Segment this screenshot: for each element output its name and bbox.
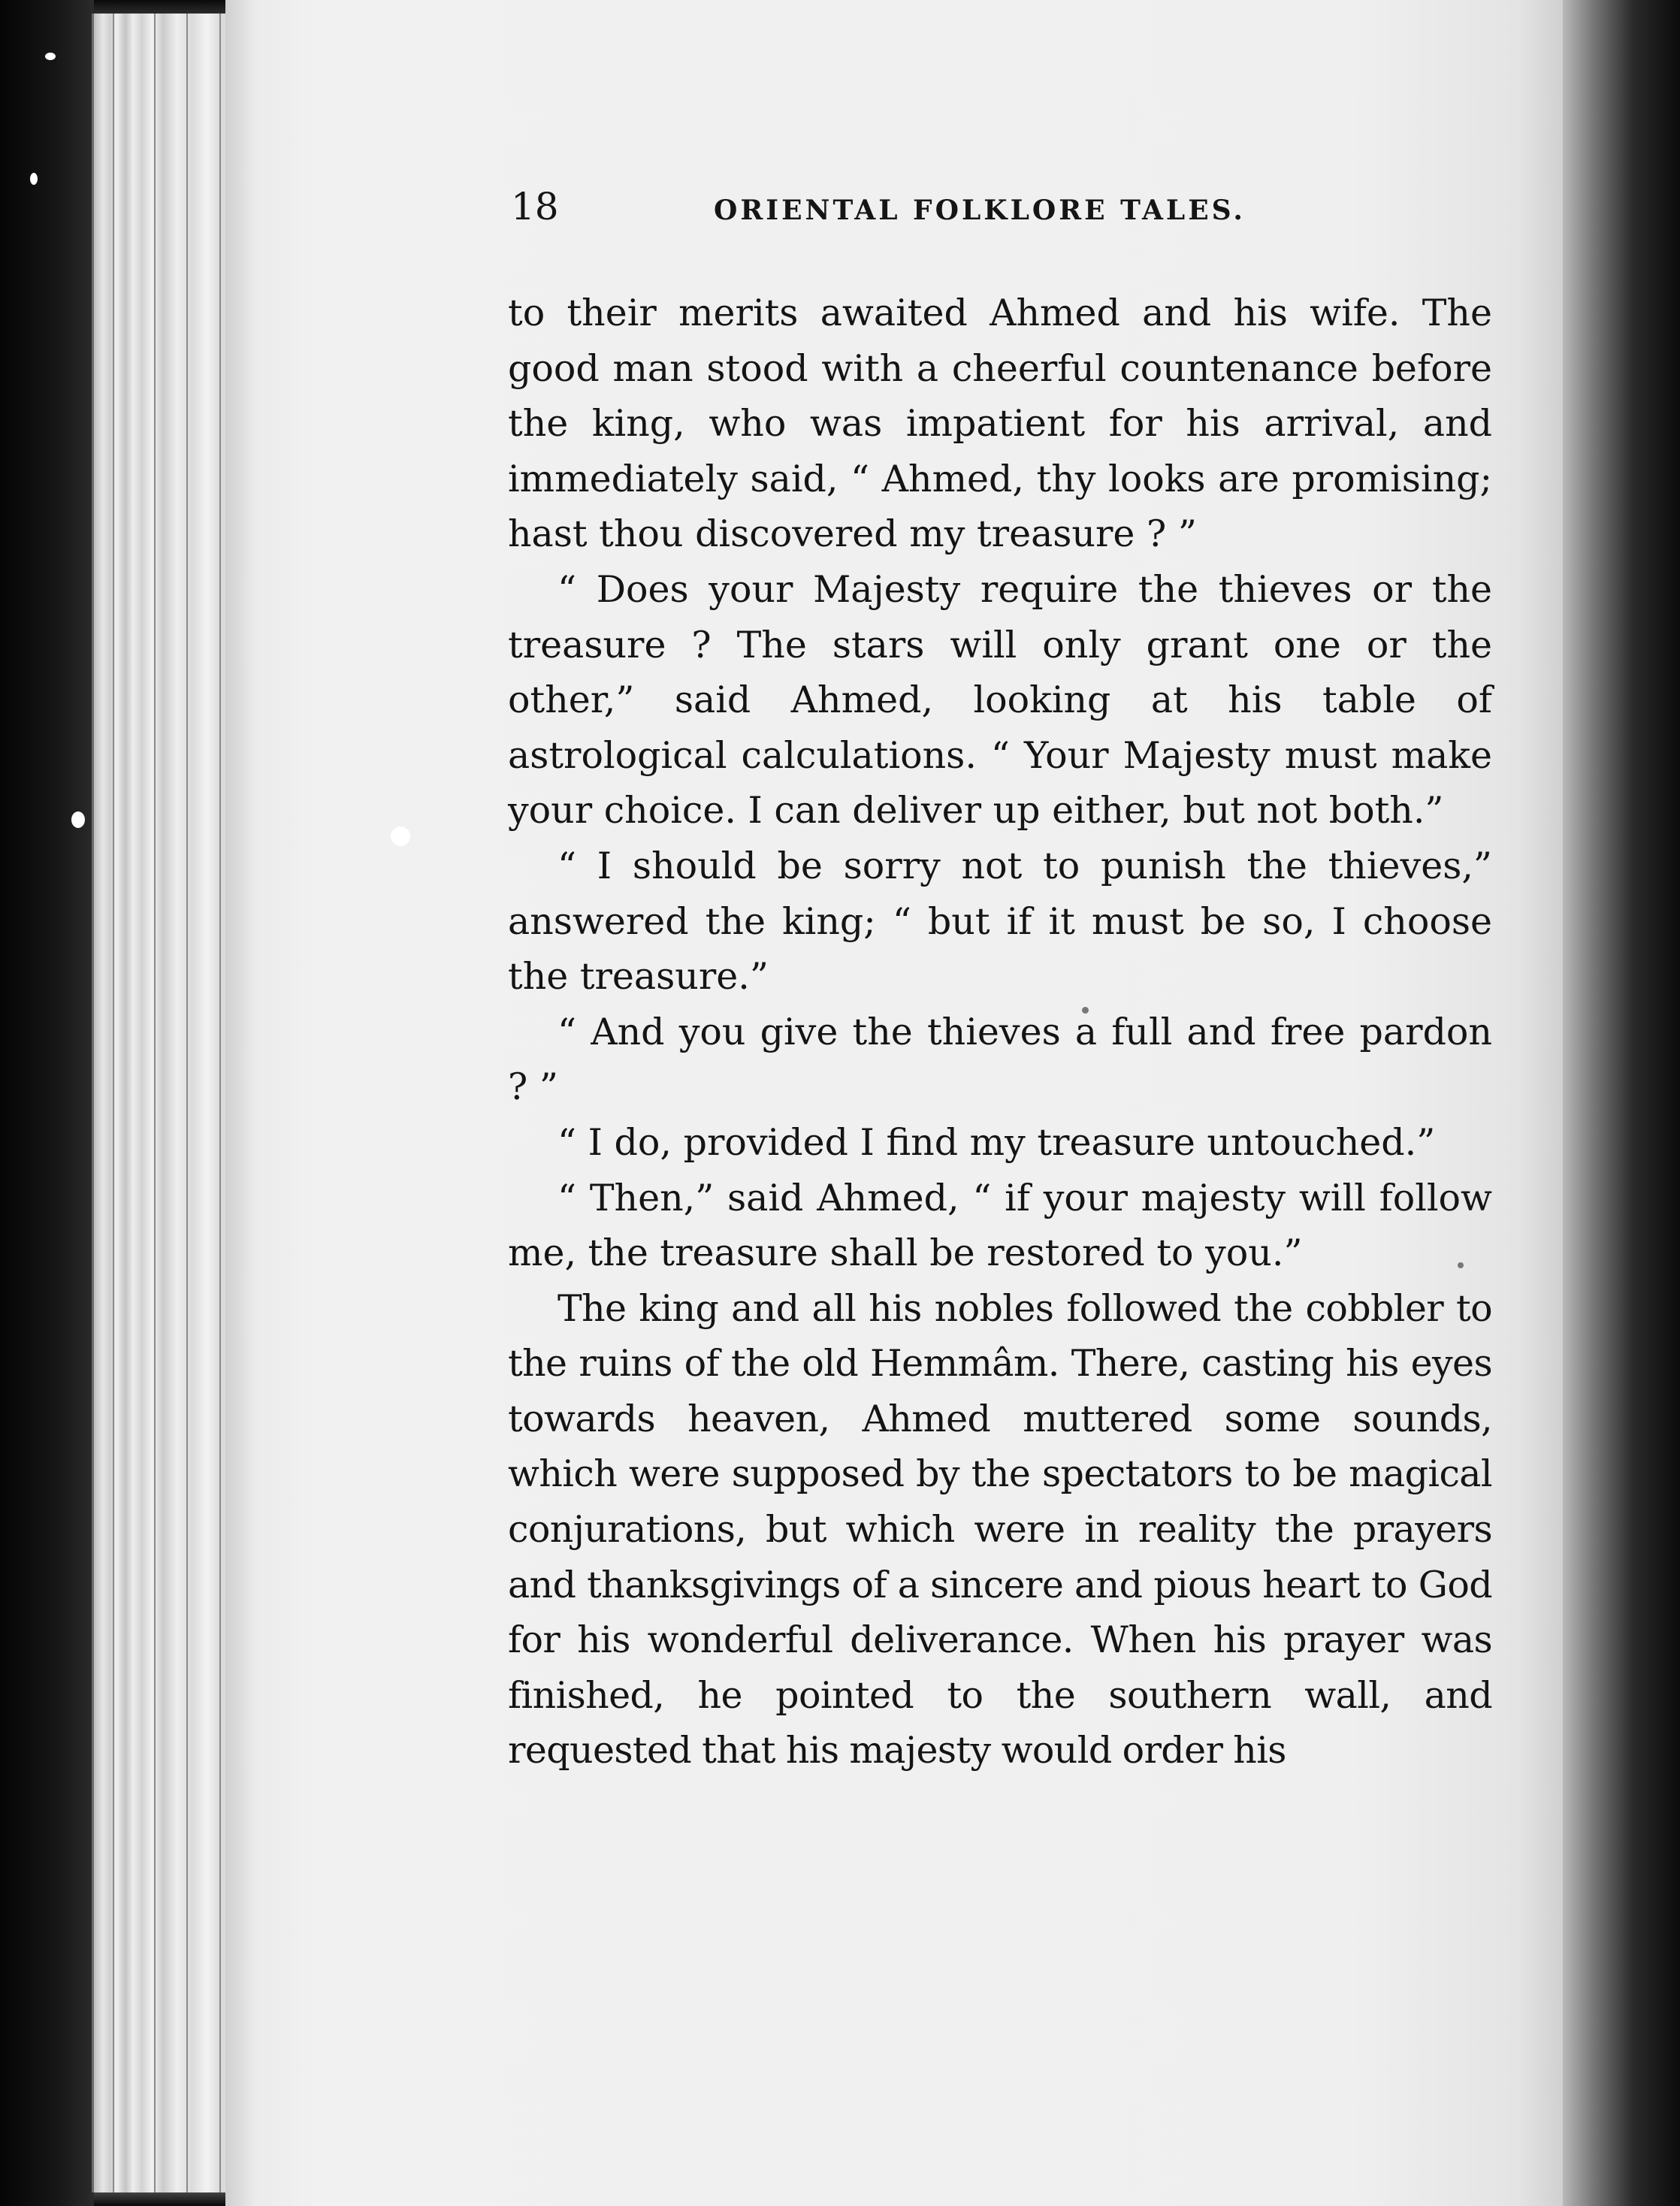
- dust-speck: [391, 826, 410, 846]
- page-edge-line: [186, 14, 188, 2192]
- page-number: 18: [511, 185, 559, 228]
- running-head: [511, 185, 1292, 245]
- scanner-background-left: [0, 0, 94, 2206]
- paragraph: “ Does your Majesty require the thieves or the treasure ? The stars will only grant one or the other,” said Ahmed, looking at his table of astrological calculations. “ Your Majesty must make your choice. I can deliver up either, but not both.”: [508, 567, 1492, 833]
- paragraph: “ Then,” said Ahmed, “ if your majesty will follow me, the treasure shall be restored to you.”: [508, 1176, 1492, 1275]
- running-title: ORIENTAL FOLKLORE TALES.: [714, 195, 1246, 226]
- page-edge-line: [154, 14, 156, 2192]
- dust-speck: [30, 173, 38, 185]
- binding-shadow: [1563, 0, 1680, 2206]
- paragraph: “ I do, provided I find my treasure untouched.”: [557, 1120, 1436, 1164]
- paragraph: “ And you give the thieves a full and free pardon ? ”: [508, 1010, 1492, 1109]
- paragraph: The king and all his nobles followed the cobbler to the ruins of the old Hemmâm. There, casting his eyes towards heaven, Ahmed muttered some sounds, which were supposed by the spectators to be magical conjurations, but which were in reality the prayers and thanksgivings of a sincere and pious heart to God for his wonderful deliverance. When his prayer was finished, he pointed to the southern wall, and requested that his majesty would order his: [508, 1286, 1492, 1772]
- dust-speck: [71, 811, 85, 828]
- page-edge-line: [219, 14, 221, 2192]
- page-edge-line: [113, 14, 114, 2192]
- paragraph: to their merits awaited Ahmed and his wife. The good man stood with a cheerful countenance before the king, who was impatient for his arrival, and immediately said, “ Ahmed, thy looks are promising; hast thou discovered my treasure ? ”: [508, 292, 1492, 556]
- body-text: [508, 286, 1492, 1778]
- dust-speck: [45, 53, 56, 60]
- paragraph: “ I should be sorry not to punish the thieves,” answered the king; “ but if it must be so, I choose the treasure.”: [508, 844, 1492, 999]
